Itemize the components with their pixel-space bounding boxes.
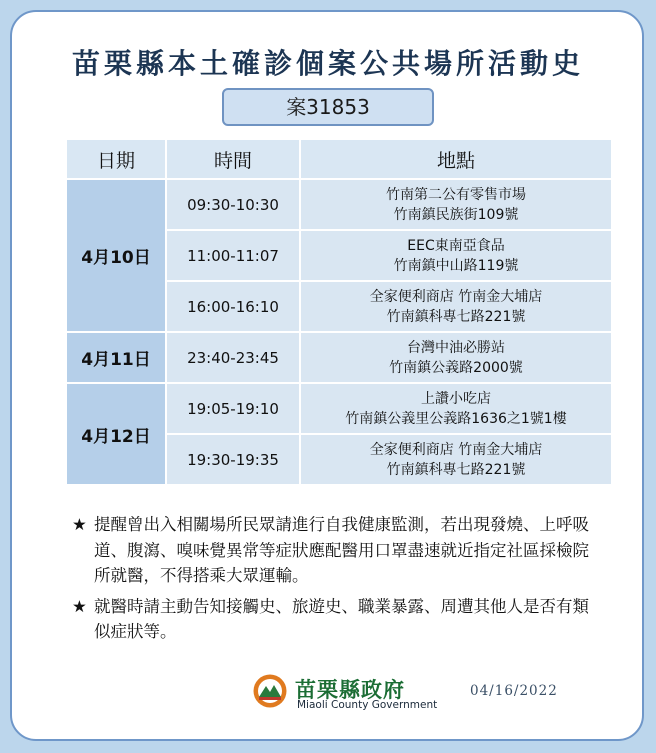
time-cell: 11:00-11:07 <box>166 230 300 281</box>
header-place: 地點 <box>300 139 612 179</box>
page-title: 苗栗縣本土確診個案公共場所活動史 <box>71 47 584 80</box>
place-cell <box>300 332 612 383</box>
place-cell <box>300 434 612 485</box>
notes-section <box>72 512 602 650</box>
table-row <box>66 332 612 383</box>
activity-history-table <box>65 138 613 486</box>
time-cell: 16:00-16:10 <box>166 281 300 332</box>
note-item <box>72 512 602 589</box>
time-cell: 09:30-10:30 <box>166 179 300 230</box>
place-address: 竹南鎮民族街109號 <box>393 206 519 223</box>
place-address: 竹南鎮科專七路221號 <box>386 461 526 478</box>
place-address: 竹南鎮中山路119號 <box>393 257 519 274</box>
time-cell: 23:40-23:45 <box>166 332 300 383</box>
header-date: 日期 <box>66 139 166 179</box>
place-address: 竹南鎮公義路2000號 <box>389 359 523 376</box>
date-cell: 4月10日 <box>66 179 166 332</box>
place-name: 全家便利商店 竹南金大埔店 <box>369 288 543 305</box>
star-bullet-icon: ★ <box>72 515 87 534</box>
table-header-row <box>66 139 612 179</box>
miaoli-county-emblem-icon <box>252 673 288 709</box>
place-cell <box>300 179 612 230</box>
note-text: 就醫時請主動告知接觸史、旅遊史、職業暴露、周遭其他人是否有類似症狀等。 <box>94 596 589 641</box>
place-name: EEC東南亞食品 <box>407 237 505 254</box>
header-time: 時間 <box>166 139 300 179</box>
note-text: 提醒曾出入相關場所民眾請進行自我健康監測，若出現發燒、上呼吸道、腹瀉、嗅味覺異常等症狀應配醫用口罩盡速就近指定社區採檢院所就醫，不得搭乘大眾運輸。 <box>94 515 589 585</box>
gov-name-english: Miaoli County Government <box>297 699 438 711</box>
place-name: 台灣中油必勝站 <box>407 339 505 356</box>
star-bullet-icon: ★ <box>72 596 87 616</box>
place-cell <box>300 383 612 434</box>
date-cell: 4月11日 <box>66 332 166 383</box>
date-cell: 4月12日 <box>66 383 166 485</box>
place-name: 竹南第二公有零售市場 <box>386 186 526 203</box>
note-item <box>72 594 602 645</box>
gov-name: 苗栗縣政府 <box>295 677 405 702</box>
place-cell <box>300 230 612 281</box>
place-address: 竹南鎮科專七路221號 <box>386 308 526 325</box>
place-address: 竹南鎮公義里公義路1636之1號1樓 <box>345 410 567 427</box>
publish-date: 04/16/2022 <box>470 683 558 699</box>
case-number-badge: 案31853 <box>222 88 434 126</box>
place-name: 全家便利商店 竹南金大埔店 <box>369 441 543 458</box>
place-cell <box>300 281 612 332</box>
place-name: 上讚小吃店 <box>421 390 491 407</box>
table-row <box>66 179 612 230</box>
time-cell: 19:05-19:10 <box>166 383 300 434</box>
table-row <box>66 383 612 434</box>
time-cell: 19:30-19:35 <box>166 434 300 485</box>
